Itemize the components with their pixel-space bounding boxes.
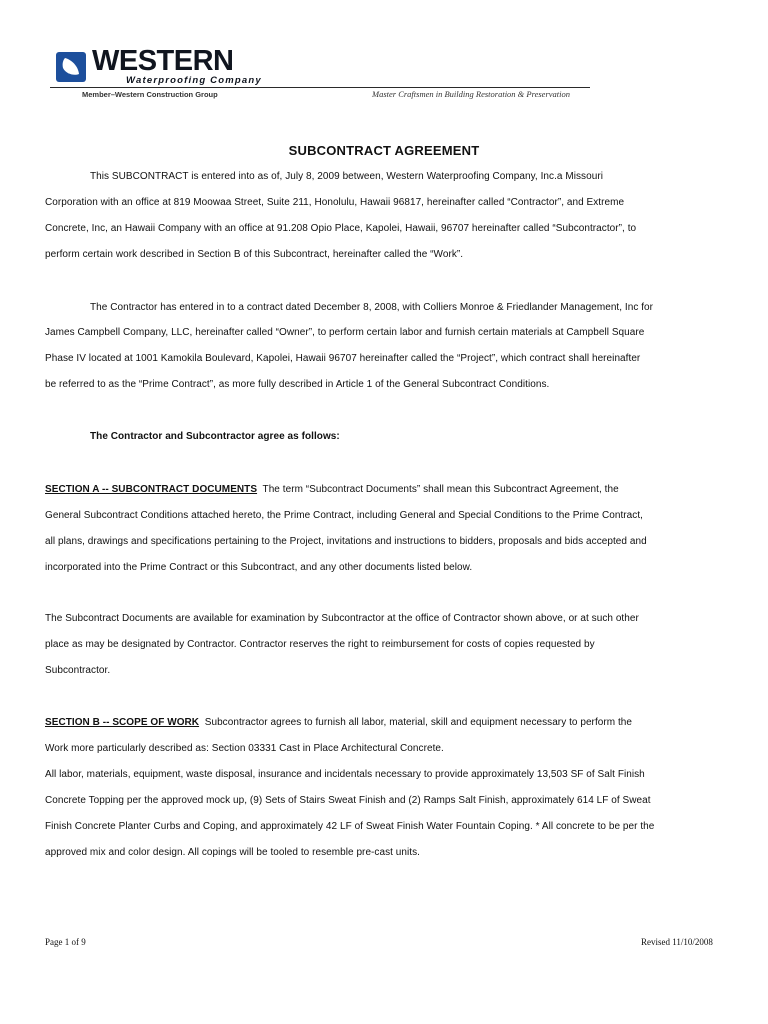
section-a-first-line: [45, 484, 619, 495]
paragraph-line: place as may be designated by Contractor. Contractor reserves the right to reimbursement for costs of copies requested by: [45, 639, 595, 650]
section-a-text: The term “Subcontract Documents” shall mean this Subcontract Agreement, the: [257, 484, 619, 495]
company-name: WESTERN: [92, 45, 234, 77]
section-b-text: Subcontractor agrees to furnish all labor, material, skill and equipment necessary to perform the: [199, 717, 633, 728]
section-b-first-line: [45, 717, 632, 728]
paragraph-line: incorporated into the Prime Contract or this Subcontract, and any other documents listed below.: [45, 562, 473, 573]
paragraph-line: The Contractor has entered in to a contract dated December 8, 2008, with Colliers Monroe & Friedlander Management, Inc for: [90, 302, 654, 313]
paragraph-line: James Campbell Company, LLC, hereinafter called “Owner”, to perform certain labor and furnish certain materials at Campbell Square: [45, 327, 645, 338]
revision-date: Revised 11/10/2008: [641, 937, 713, 947]
western-logo-icon: [56, 52, 86, 82]
paragraph-line: This SUBCONTRACT is entered into as of, July 8, 2009 between, Western Waterproofing Company, Inc.a Missouri: [90, 171, 603, 182]
paragraph-line: all plans, drawings and specifications pertaining to the Project, invitations and instructions to bidders, proposals and bids accepted and: [45, 536, 647, 547]
paragraph-line: Concrete Topping per the approved mock up, (9) Sets of Stairs Sweat Finish and (2) Ramps Salt Finish, approximately 614 LF of Sweat: [45, 795, 651, 806]
paragraph-line: General Subcontract Conditions attached hereto, the Prime Contract, including General and Special Conditions to the Prime Contract,: [45, 510, 643, 521]
agreement-intro: The Contractor and Subcontractor agree as follows:: [90, 431, 340, 442]
letterhead: [50, 38, 595, 106]
paragraph-line: approved mix and color design. All copings will be tooled to resemble pre-cast units.: [45, 847, 421, 858]
paragraph-line: be referred to as the “Prime Contract”, as more fully described in Article 1 of the General Subcontract Conditions.: [45, 379, 550, 390]
member-line: Member–Western Construction Group: [82, 90, 218, 99]
section-a-heading: SECTION A -- SUBCONTRACT DOCUMENTS: [45, 484, 258, 495]
paragraph-line: perform certain work described in Section B of this Subcontract, hereinafter called the “Work”.: [45, 249, 464, 260]
paragraph-line: All labor, materials, equipment, waste disposal, insurance and incidentals necessary to provide approximately 13,503 SF of Salt Finish: [45, 769, 645, 780]
page-title: SUBCONTRACT AGREEMENT: [288, 143, 480, 158]
letterhead-divider: [50, 87, 590, 88]
page-number: Page 1 of 9: [45, 937, 86, 947]
company-logo: [56, 45, 262, 86]
paragraph-line: Corporation with an office at 819 Moowaa Street, Suite 211, Honolulu, Hawaii 96817, hereinafter called “Contractor”, and Extreme: [45, 197, 625, 208]
tagline: Master Craftsmen in Building Restoration & Preservation: [372, 89, 571, 99]
paragraph-line: The Subcontract Documents are available for examination by Subcontractor at the office of Contractor shown above, or at such other: [45, 613, 639, 624]
paragraph-line: Phase IV located at 1001 Kamokila Boulevard, Kapolei, Hawaii 96707 hereinafter called the “Project”, which contract shall hereinafter: [45, 353, 641, 364]
paragraph-line: Finish Concrete Planter Curbs and Coping, and approximately 42 LF of Sweat Finish Water Fountain Coping. * All concrete to be per the: [45, 821, 655, 832]
paragraph-line: Subcontractor.: [45, 665, 111, 676]
paragraph-line: Concrete, Inc, an Hawaii Company with an office at 91.208 Opio Place, Kapolei, Hawaii, 96707 hereinafter called “Subcontractor”, to: [45, 223, 637, 234]
company-subtitle: Waterproofing Company: [126, 75, 262, 86]
paragraph-line: Work more particularly described as: Section 03331 Cast in Place Architectural Concrete.: [45, 743, 444, 754]
section-b-heading: SECTION B -- SCOPE OF WORK: [45, 717, 200, 728]
